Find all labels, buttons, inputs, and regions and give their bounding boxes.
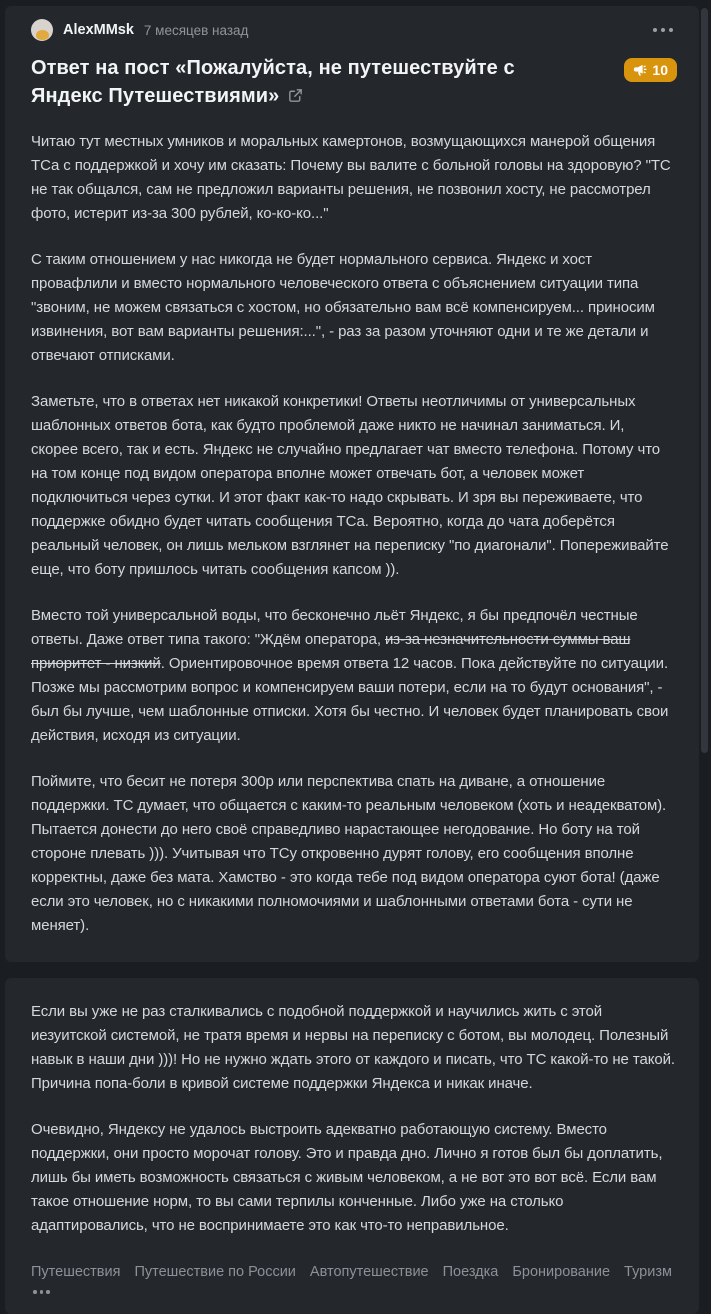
tag-link[interactable]: Путешествия bbox=[31, 1264, 121, 1280]
post-card-continued bbox=[5, 978, 699, 1314]
scrollbar-thumb[interactable] bbox=[701, 8, 708, 753]
text-run: Очевидно, Яндексу не удалось выстроить адекватно работающую систему. Вместо поддержки, они просто морочат голову. Это и правда дно. Лично я готов был бы доплатить, лишь бы иметь возможность связаться с живым человеком, а не вот это вот всё. Если вам такое отношение норм, то вы сами терпилы конченные. Либо уже на столько адаптировались, что не воспринимаете это как что-то неправильное. bbox=[31, 1121, 663, 1234]
scrollbar bbox=[699, 0, 711, 1183]
text-run: . Ориентировочное время ответа 12 часов. Пока действуйте по ситуации. Позже мы рассмотрим вопрос и компенсируем ваши потери, если на то будут основания", - был бы лучше, чем шаблонные отписки. Хотя бы честно. И человек будет планировать свои действия, исходя из ситуации. bbox=[31, 655, 669, 744]
post-body-part2 bbox=[31, 1000, 675, 1238]
post-menu-button[interactable] bbox=[651, 22, 675, 38]
post-title[interactable] bbox=[31, 54, 675, 110]
ellipsis-icon bbox=[46, 1290, 50, 1294]
post-paragraph bbox=[31, 130, 675, 226]
post-card bbox=[5, 6, 699, 962]
title-row bbox=[31, 54, 675, 110]
ellipsis-icon bbox=[669, 28, 673, 32]
text-run: С таким отношением у нас никогда не будет нормального сервиса. Яндекс и хост провафлили и вместо нормального человеческого ответа с объяснением ситуации типа "звоним, не можем связаться с хостом, но обязательно вам всё компенсируем... приносим извинения, вот вам варианты решения:...", - раз за разом уточняют одни и те же детали и отвечают отписками. bbox=[31, 251, 655, 364]
post-body-part1 bbox=[31, 130, 675, 938]
author-username[interactable]: AlexMMsk bbox=[63, 22, 134, 38]
text-run: Вместо той универсальной воды, что бесконечно льёт Яндекс, я бы предпочёл честные ответы. Даже ответ типа такого: "Ждём оператора, bbox=[31, 607, 638, 648]
megaphone-icon bbox=[632, 63, 647, 78]
post-paragraph bbox=[31, 770, 675, 938]
avatar[interactable] bbox=[31, 19, 53, 41]
post-header bbox=[31, 18, 675, 42]
avatar-image bbox=[36, 30, 49, 40]
tag-link[interactable]: Бронирование bbox=[512, 1264, 611, 1280]
post-paragraph bbox=[31, 604, 675, 748]
post-paragraph bbox=[31, 248, 675, 368]
external-link-icon bbox=[287, 87, 304, 104]
tag-link[interactable]: Туризм bbox=[624, 1264, 672, 1280]
cards-gap bbox=[0, 962, 711, 978]
tags-row bbox=[31, 1264, 675, 1298]
ellipsis-icon bbox=[661, 28, 665, 32]
more-tags-button[interactable] bbox=[31, 1286, 52, 1298]
post-paragraph bbox=[31, 1118, 675, 1238]
tag-link[interactable]: Автопутешествие bbox=[309, 1264, 429, 1280]
tag-link[interactable]: Поездка bbox=[442, 1264, 499, 1280]
ellipsis-icon bbox=[33, 1290, 37, 1294]
text-run: Поймите, что бесит не потеря 300р или перспектива спать на диване, а отношение поддержки. ТС думает, что общается с каким-то реальным человеком (хоть и неадекватом). Пытается донести до него своё справедливо нарастающее негодование. Но боту на той стороне плевать ))). Учитывая что ТСу откровенно дурят голову, его сообщения вполне корректны, даже без мата. Хамство - это когда тебе под видом оператора суют бота! (даже если это человек, но с никакими полномочиями и шаблонными ответами бота - сути не меняет). bbox=[31, 773, 667, 934]
post-paragraph bbox=[31, 1000, 675, 1096]
text-run: Читаю тут местных умников и моральных камертонов, возмущающихся манерой общения ТСа с поддержкой и хочу им сказать: Почему вы валите с больной головы на здоровую? "ТС не так общался, сам не предложил варианты решения, не позвонил хосту, не рассмотрел фото, истерит из-за 300 рублей, ко-ко-ко..." bbox=[31, 133, 671, 222]
promo-badge-count: 10 bbox=[652, 62, 668, 78]
post-title-text: Ответ на пост «Пожалуйста, не путешествуйте с Яндекс Путешествиями» bbox=[31, 57, 515, 107]
post-timestamp: 7 месяцев назад bbox=[143, 22, 249, 38]
ellipsis-icon bbox=[653, 28, 657, 32]
ellipsis-icon bbox=[40, 1290, 44, 1294]
strikethrough-text: из-за незначительности суммы ваш приоритет - низкий bbox=[31, 631, 631, 672]
post-paragraph bbox=[31, 390, 675, 582]
promo-badge[interactable] bbox=[624, 58, 677, 82]
text-run: Заметьте, что в ответах нет никакой конкретики! Ответы неотличимы от универсальных шаблонных ответов бота, как будто проблемой даже никто не начинал заниматься. И, скорее всего, так и есть. Яндекс не случайно предлагает чат вместо телефона. Потому что на том конце под видом оператора вполне может отвечать бот, а человек может подключиться через сутки. И этот факт как-то надо скрывать. И зря вы переживаете, что поддержке обидно будет читать сообщения ТСа. Вероятно, когда до чата доберётся реальный человек, он лишь мельком взглянет на переписку "по диагонали". Попереживайте еще, что боту пришлось читать сообщения капсом )). bbox=[31, 393, 669, 578]
tag-link[interactable]: Путешествие по России bbox=[134, 1264, 296, 1280]
text-run: Если вы уже не раз сталкивались с подобной поддержкой и научились жить с этой иезуитской системой, не тратя время и нервы на переписку с ботом, вы молодец. Полезный навык в наши дни )))! Но не нужно ждать этого от каждого и писать, что ТС какой-то не такой. Причина попа-боли в кривой системе поддержки Яндекса и никак иначе. bbox=[31, 1003, 675, 1092]
